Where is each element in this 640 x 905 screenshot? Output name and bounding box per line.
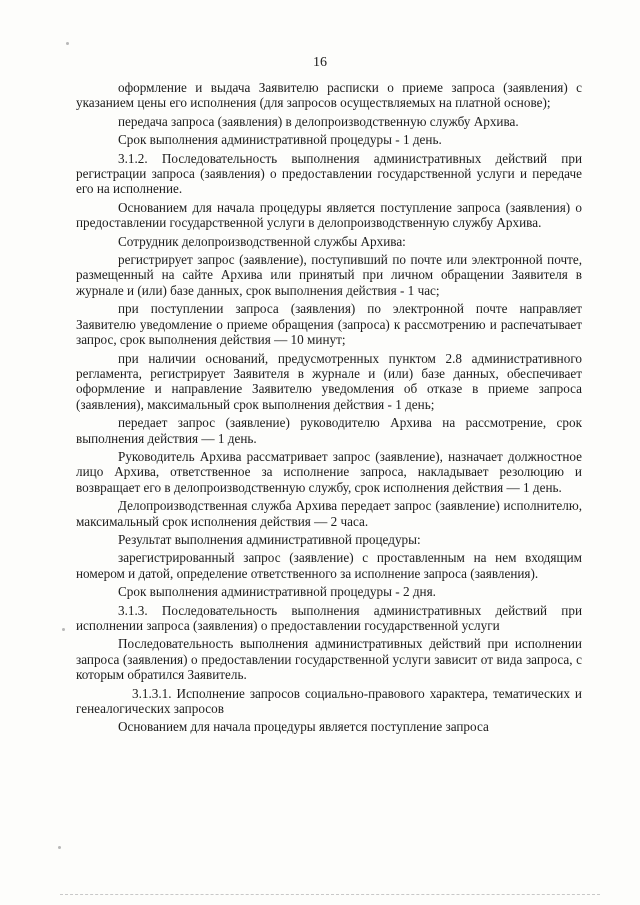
paragraph: при наличии оснований, предусмотренных пунктом 2.8 административного регламента, регистрирует Заявителя в журнале и (или) базе данных, обеспечивает оформление и направление Заявителю уведомления об отказе в приеме запроса (заявления), максимальный срок выполнения действия - 1 день; xyxy=(76,350,582,412)
paragraph: зарегистрированный запрос (заявление) с проставленным на нем входящим номером и датой, определение ответственного за исполнение запроса (заявления). xyxy=(76,550,582,581)
page-number: 16 xyxy=(313,55,327,70)
section-heading: 3.1.2. Последовательность выполнения административных действий при регистрации запроса (заявления) о предоставлении государственной услуги и передаче его на исполнение. xyxy=(76,150,582,197)
paragraph: регистрирует запрос (заявление), поступивший по почте или электронной почте, размещенный на сайте Архива или принятый при личном обращении Заявителя в журнале и (или) базе данных, срок выполнения действия - 1 час; xyxy=(76,252,582,298)
scan-speck xyxy=(62,628,65,631)
paragraph: Сотрудник делопроизводственной службы Архива: xyxy=(118,233,406,249)
paragraph: оформление и выдача Заявителю расписки о приеме запроса (заявления) с указанием цены его исполнения (для запросов осуществляемых на платной основе); xyxy=(76,80,582,111)
paragraph: Руководитель Архива рассматривает запрос (заявление), назначает должностное лицо Архива, ответственное за исполнение запроса, накладывает резолюцию и возвращает его в делопроизводственную службу, срок исполнения действия — 1 день. xyxy=(76,448,582,495)
scan-speck xyxy=(66,42,69,45)
section-heading: 3.1.3. Последовательность выполнения административных действий при исполнении запроса (заявления) о предоставлении государственной услуги xyxy=(76,602,582,633)
paragraph: Результат выполнения административной процедуры: xyxy=(118,531,421,547)
paragraph: Срок выполнения административной процедуры - 1 день. xyxy=(118,132,442,148)
paragraph: передача запроса (заявления) в делопроизводственную службу Архива. xyxy=(118,113,519,129)
scan-speck xyxy=(58,846,61,849)
paragraph: Делопроизводственная служба Архива передает запрос (заявление) исполнителю, максимальный срок исполнения действия — 2 часа. xyxy=(76,498,582,529)
paragraph: Основанием для начала процедуры является поступление запроса (заявления) о предоставлении государственной услуги в делопроизводственную службу Архива. xyxy=(76,199,582,231)
paragraph: при поступлении запроса (заявления) по электронной почте направляет Заявителю уведомление о приеме обращения (запроса) к рассмотрению и распечатывает запрос, срок выполнения действия — 10 минут; xyxy=(76,301,582,348)
subsection-heading: 3.1.3.1. Исполнение запросов социально-правового характера, тематических и генеалогических запросов xyxy=(76,685,582,717)
paragraph: Срок выполнения административной процедуры - 2 дня. xyxy=(118,584,436,600)
paragraph: передает запрос (заявление) руководителю Архива на рассмотрение, срок выполнения действия — 1 день. xyxy=(76,415,582,446)
paragraph: Последовательность выполнения административных действий при исполнении запроса (заявления) о предоставлении государственной услуги зависит от вида запроса, с которым обратился Заявитель. xyxy=(76,636,582,683)
paragraph: Основанием для начала процедуры является поступление запроса xyxy=(118,719,489,735)
scan-edge-line xyxy=(60,894,600,895)
document-body xyxy=(76,80,582,738)
